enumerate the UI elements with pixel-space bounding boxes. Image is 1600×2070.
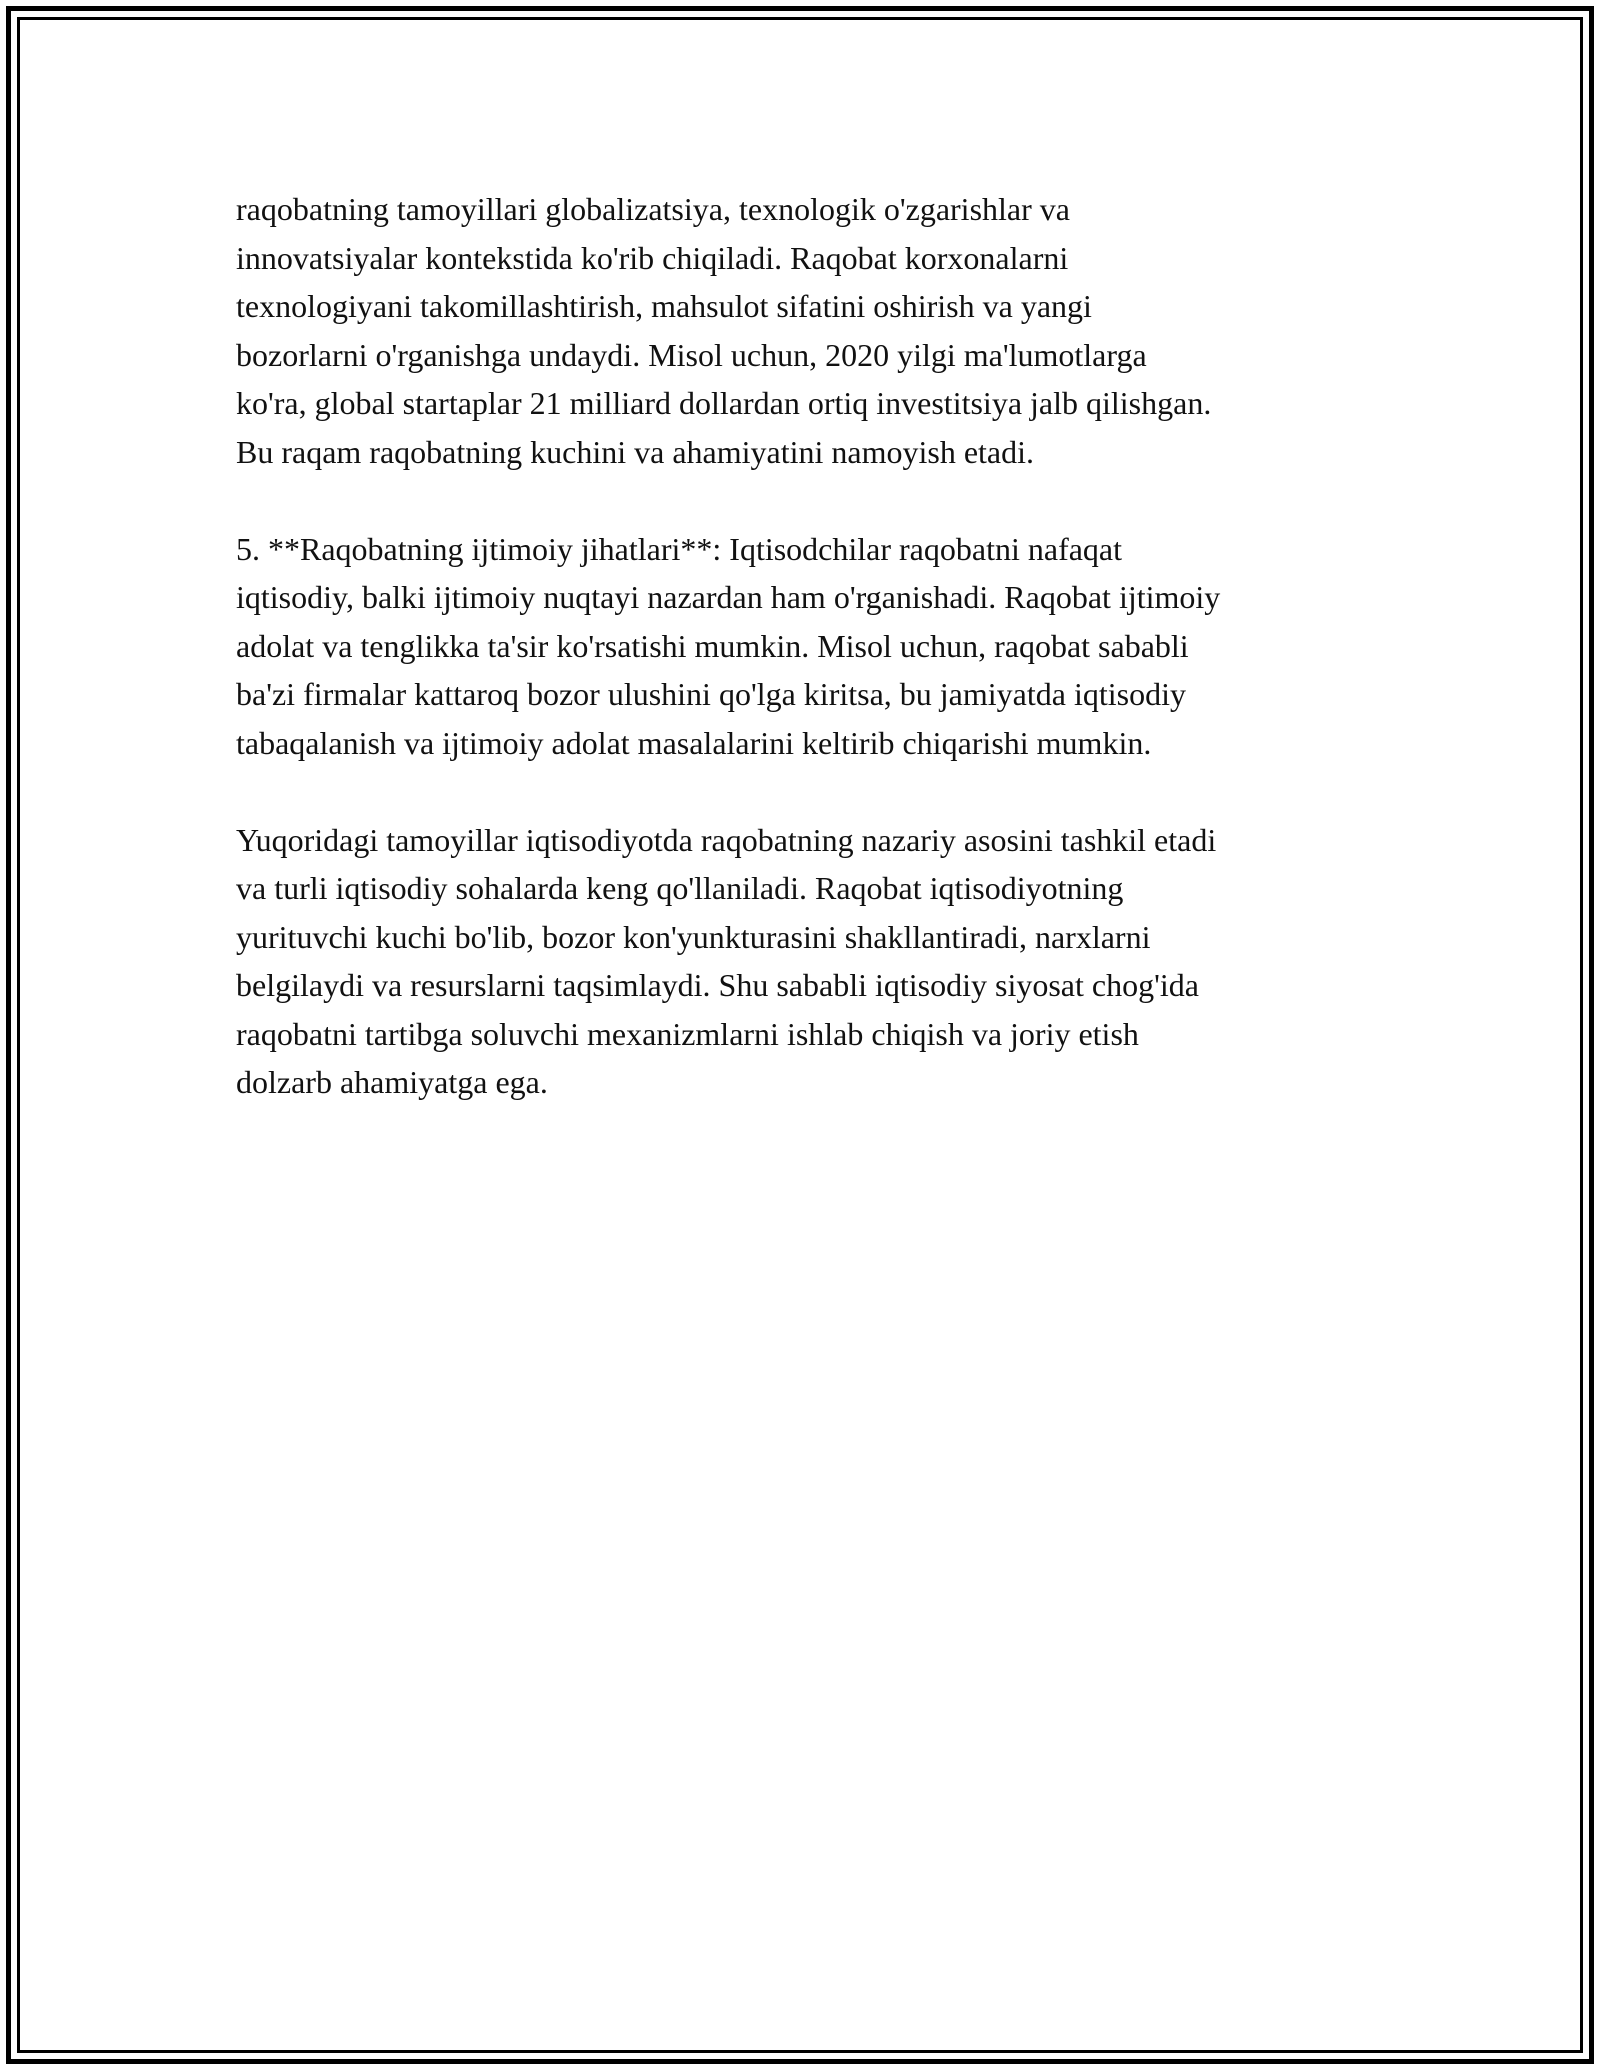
paragraph-conclusion: Yuqoridagi tamoyillar iqtisodiyotda raqobatning nazariy asosini tashkil etadi va turli iqtisodiy sohalarda keng qo'llaniladi. Raqobat iqtisodiyotning yurituvchi kuchi bo'lib, bozor kon'yunkturasini shakllantiradi, narxlarni belgilaydi va resurslarni taqsimlaydi. Shu sababli iqtisodiy siyosat chog'ida raqobatni tartibga soluvchi mexanizmlarni ishlab chiqish va joriy etish dolzarb ahamiyatga ega. xyxy=(236,821,1217,1100)
paragraph-social-aspects: 5. **Raqobatning ijtimoiy jihatlari**: Iqtisodchilar raqobatni nafaqat iqtisodiy, balki ijtimoiy nuqtayi nazardan ham o'rganishadi. Raqobat ijtimoiy adolat va tenglikka ta'sir ko'rsatishi mumkin. Misol uchun, raqobat sababli ba'zi firmalar kattaroq bozor ulushini qo'lga kiritsa, bu jamiyatda iqtisodiy tabaqalanish va ijtimoiy adolat masalalarini keltirib chiqarishi mumkin. xyxy=(236,530,1221,761)
paragraph-competition-innovation: raqobatning tamoyillari globalizatsiya, texnologik o'zgarishlar va innovatsiyalar kontekstida ko'rib chiqiladi. Raqobat korxonalarni texnologiyani takomillashtirish, mahsulot sifatini oshirish va yangi bozorlarni o'rganishga undaydi. Misol uchun, 2020 yilgi ma'lumotlarga ko'ra, global startaplar 21 milliard dollardan ortiq investitsiya jalb qilishgan. Bu raqam raqobatning kuchini va ahamiyatini namoyish etadi. xyxy=(236,191,1212,470)
document-body xyxy=(236,185,1376,1155)
